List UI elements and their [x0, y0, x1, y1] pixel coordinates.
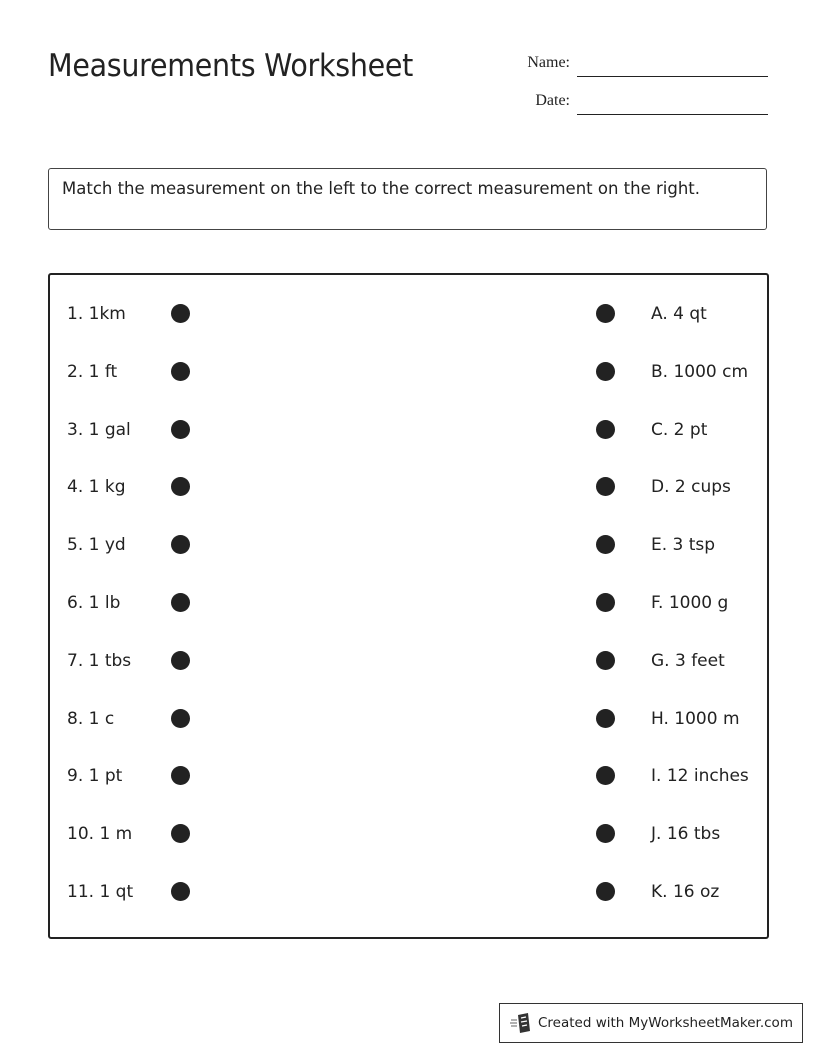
left-connector-dot[interactable] — [171, 824, 190, 843]
right-connector-dot[interactable] — [596, 477, 615, 496]
match-row — [50, 530, 767, 560]
footer-text: Created with MyWorksheetMaker.com — [538, 1015, 793, 1031]
match-row — [50, 819, 767, 849]
instructions-box — [48, 168, 767, 230]
left-item-label: 6. 1 lb — [67, 593, 121, 613]
right-connector-dot[interactable] — [596, 651, 615, 670]
match-row — [50, 588, 767, 618]
right-connector-dot[interactable] — [596, 709, 615, 728]
match-row — [50, 472, 767, 502]
right-item-label: A. 4 qt — [651, 304, 707, 324]
right-item-label: D. 2 cups — [651, 477, 731, 498]
right-item-label: F. 1000 g — [651, 593, 729, 613]
right-connector-dot[interactable] — [596, 304, 615, 323]
date-line[interactable] — [577, 114, 768, 115]
left-connector-dot[interactable] — [171, 709, 190, 728]
left-item-label: 4. 1 kg — [67, 477, 126, 498]
left-connector-dot[interactable] — [171, 651, 190, 670]
right-connector-dot[interactable] — [596, 824, 615, 843]
matching-box — [48, 273, 769, 939]
left-item-label: 8. 1 c — [67, 708, 115, 729]
right-item-label: J. 16 tbs — [651, 824, 721, 845]
match-row — [50, 299, 767, 329]
left-item-label: 3. 1 gal — [67, 419, 131, 440]
match-row — [50, 357, 767, 387]
name-label: Name: — [527, 54, 570, 71]
left-connector-dot[interactable] — [171, 420, 190, 439]
left-item-label: 10. 1 m — [67, 824, 133, 845]
right-connector-dot[interactable] — [596, 766, 615, 785]
left-item-label: 2. 1 ft — [67, 361, 118, 382]
right-item-label: B. 1000 cm — [651, 361, 749, 382]
match-row — [50, 704, 767, 734]
footer-badge — [499, 1003, 803, 1043]
left-connector-dot[interactable] — [171, 477, 190, 496]
left-connector-dot[interactable] — [171, 535, 190, 554]
match-row — [50, 415, 767, 445]
left-item-label: 9. 1 pt — [67, 766, 123, 787]
right-item-label: G. 3 feet — [651, 650, 725, 671]
date-label: Date: — [535, 92, 570, 109]
match-row — [50, 761, 767, 791]
worksheet-maker-logo-icon — [510, 1012, 532, 1034]
name-line[interactable] — [577, 76, 768, 77]
match-row — [50, 877, 767, 907]
page-title: Measurements Worksheet — [48, 48, 414, 84]
left-connector-dot[interactable] — [171, 362, 190, 381]
left-connector-dot[interactable] — [171, 593, 190, 612]
right-item-label: K. 16 oz — [651, 882, 720, 902]
right-item-label: C. 2 pt — [651, 419, 708, 440]
right-connector-dot[interactable] — [596, 362, 615, 381]
left-item-label: 5. 1 yd — [67, 535, 126, 556]
left-connector-dot[interactable] — [171, 882, 190, 901]
right-connector-dot[interactable] — [596, 593, 615, 612]
right-item-label: I. 12 inches — [651, 766, 749, 787]
left-item-label: 1. 1km — [67, 304, 126, 324]
left-item-label: 7. 1 tbs — [67, 650, 132, 671]
left-connector-dot[interactable] — [171, 304, 190, 323]
right-connector-dot[interactable] — [596, 535, 615, 554]
left-connector-dot[interactable] — [171, 766, 190, 785]
right-item-label: E. 3 tsp — [651, 535, 716, 556]
instructions-text: Match the measurement on the left to the correct measurement on the right. — [62, 179, 701, 198]
right-connector-dot[interactable] — [596, 420, 615, 439]
match-row — [50, 646, 767, 676]
left-item-label: 11. 1 qt — [67, 882, 134, 902]
right-item-label: H. 1000 m — [651, 708, 740, 729]
right-connector-dot[interactable] — [596, 882, 615, 901]
